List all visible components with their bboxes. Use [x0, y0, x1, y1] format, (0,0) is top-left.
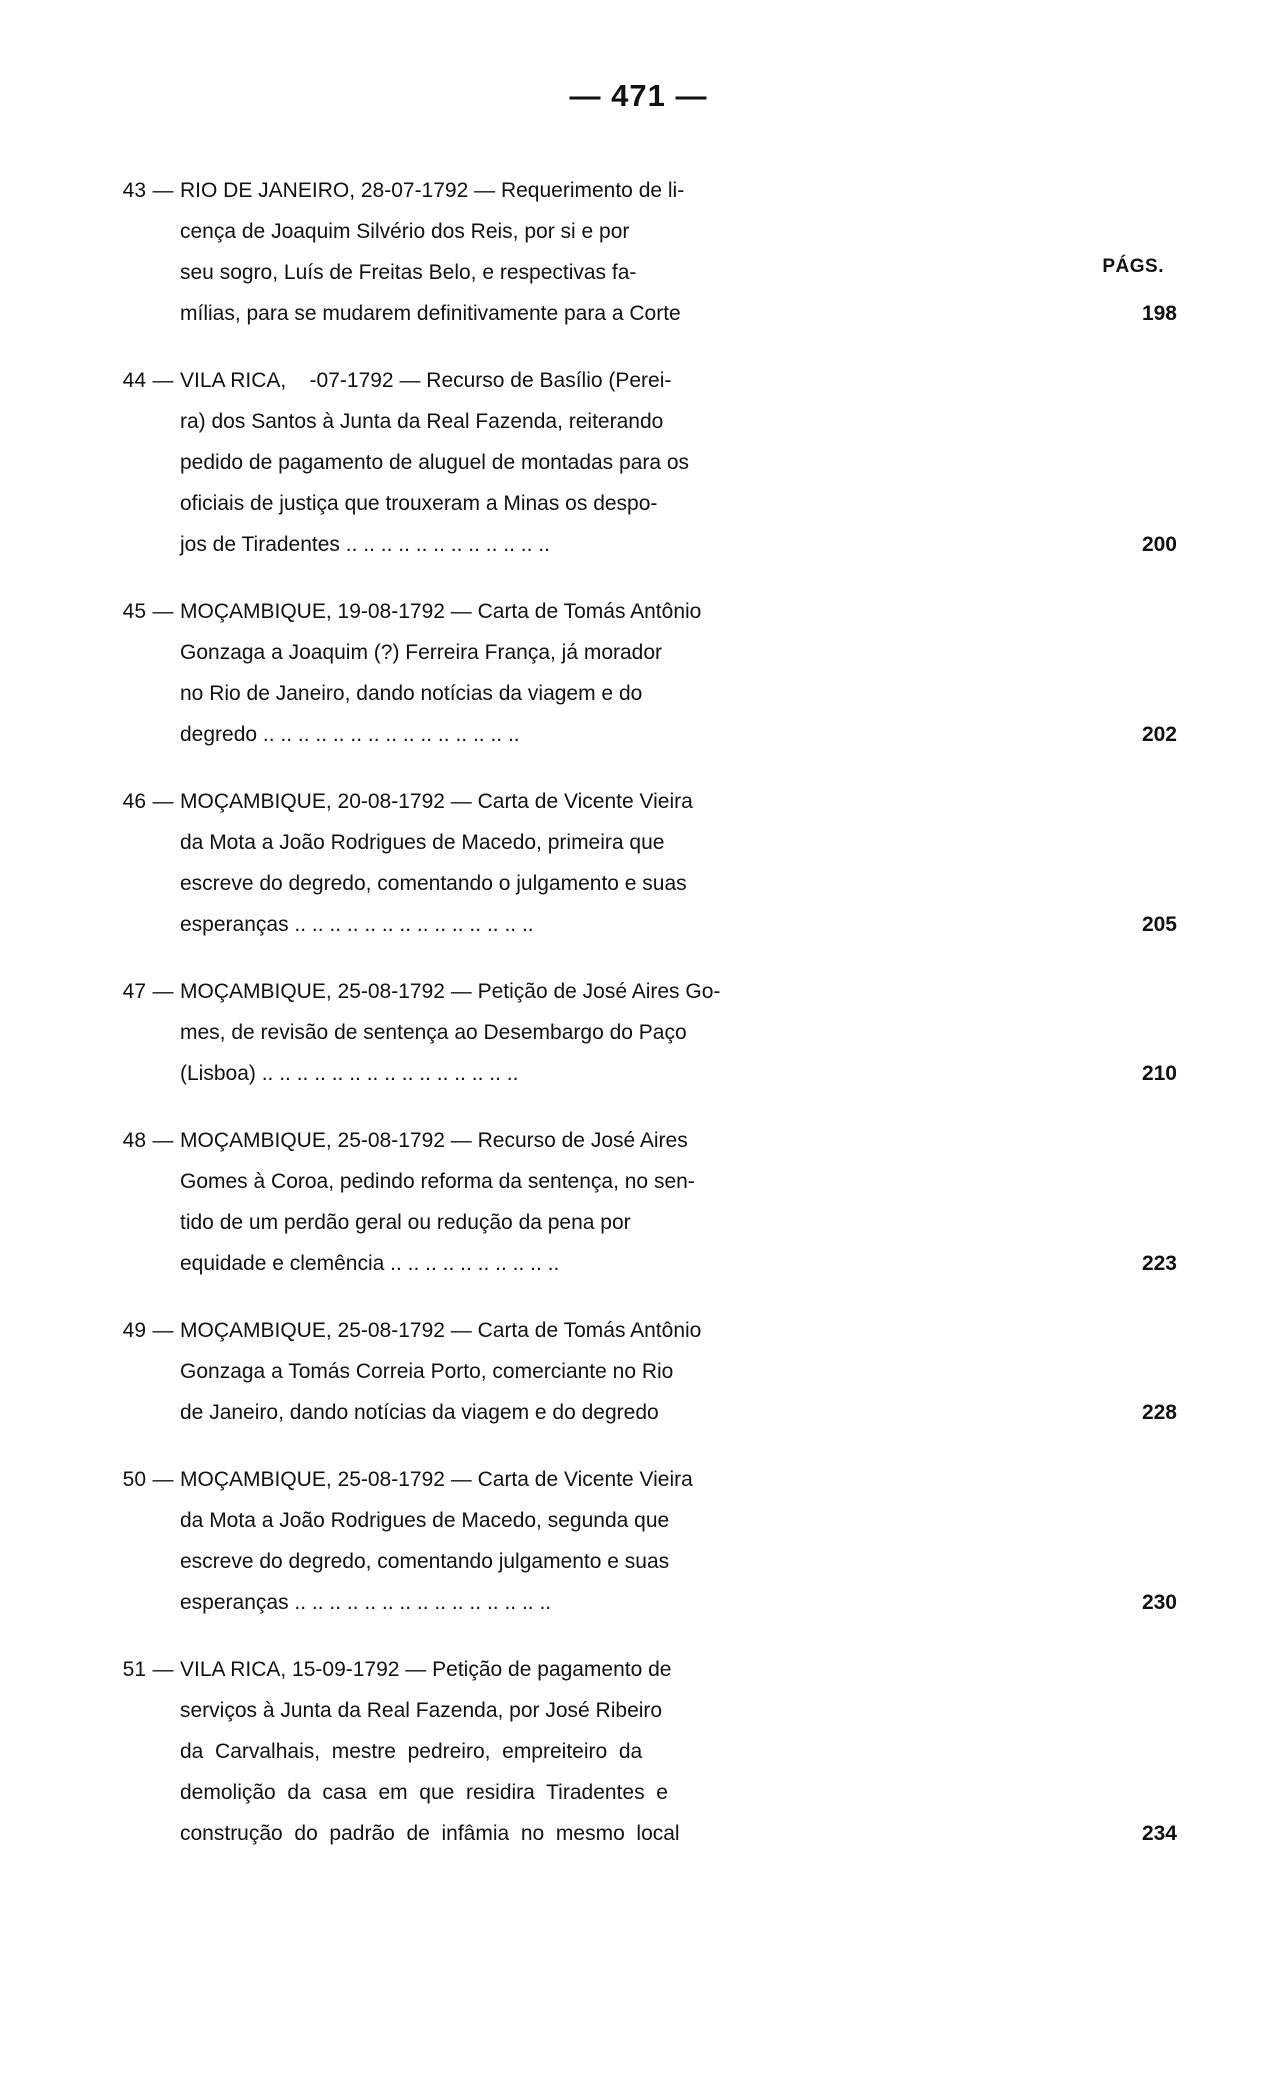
entry-dash: — — [152, 369, 174, 392]
entry-line: pedido de pagamento de aluguel de montadas para os — [180, 451, 690, 474]
toc-entry — [104, 591, 1177, 755]
entry-line: VILA RICA, -07-1792 — Recurso de Basílio (Perei- — [180, 369, 672, 392]
entry-number: 46 — [122, 790, 146, 813]
entry-line: Gonzaga a Tomás Correia Porto, comerciante no Rio — [180, 1360, 674, 1383]
entry-number: 43 — [122, 179, 146, 202]
entry-line: Gomes à Coroa, pedindo reforma da sentença, no sen- — [180, 1170, 695, 1193]
entry-dash: — — [152, 1468, 174, 1491]
entry-dash: — — [152, 179, 174, 202]
entry-page-number: 198 — [1141, 302, 1177, 325]
entry-dash: — — [152, 1658, 174, 1681]
entry-line: demolição da casa em que residira Tiradentes e — [180, 1781, 668, 1804]
entry-line: MOÇAMBIQUE, 19-08-1792 — Carta de Tomás Antônio — [180, 600, 702, 623]
entry-page-number: 202 — [1141, 723, 1177, 746]
entry-page-number: 234 — [1141, 1822, 1177, 1845]
entry-number: 47 — [122, 980, 146, 1003]
entry-dash: — — [152, 1129, 174, 1152]
toc-entry — [104, 1459, 1177, 1623]
entry-line: escreve do degredo, comentando julgamento e suas — [180, 1550, 670, 1573]
entry-line: construção do padrão de infâmia no mesmo local — [180, 1822, 680, 1845]
toc-entry — [104, 781, 1177, 945]
toc-entry — [104, 971, 1177, 1094]
toc-entry — [104, 1649, 1177, 1854]
entry-page-number: 205 — [1141, 913, 1177, 936]
entry-page-number: 200 — [1141, 533, 1177, 556]
entry-line: escreve do degredo, comentando o julgamento e suas — [180, 872, 687, 895]
entry-line: oficiais de justiça que trouxeram a Minas os despo- — [180, 492, 658, 515]
entry-dash: — — [152, 600, 174, 623]
entry-line: MOÇAMBIQUE, 20-08-1792 — Carta de Vicente Vieira — [180, 790, 693, 813]
entry-page-number: 210 — [1141, 1062, 1177, 1085]
entry-line: VILA RICA, 15-09-1792 — Petição de pagamento de — [180, 1658, 672, 1681]
entry-line: equidade e clemência .. .. .. .. .. .. .. .. .. .. — [180, 1252, 560, 1275]
entry-text — [180, 591, 1099, 755]
entry-dash: — — [152, 980, 174, 1003]
entry-line: de Janeiro, dando notícias da viagem e do degredo — [180, 1401, 659, 1424]
entry-line: MOÇAMBIQUE, 25-08-1792 — Petição de José Aires Go- — [180, 980, 721, 1003]
entry-page-number: 228 — [1141, 1401, 1177, 1424]
entry-line: degredo .. .. .. .. .. .. .. .. .. .. .. .. .. .. .. — [180, 723, 520, 746]
toc-entry — [104, 1310, 1177, 1433]
entry-line: MOÇAMBIQUE, 25-08-1792 — Carta de Vicente Vieira — [180, 1468, 693, 1491]
entry-line: MOÇAMBIQUE, 25-08-1792 — Carta de Tomás Antônio — [180, 1319, 702, 1342]
entry-line: da Carvalhais, mestre pedreiro, empreiteiro da — [180, 1740, 643, 1763]
entry-text — [180, 360, 1099, 565]
entry-text — [180, 170, 1099, 334]
entry-text — [180, 1459, 1099, 1623]
entry-line: serviços à Junta da Real Fazenda, por José Ribeiro — [180, 1699, 663, 1722]
entry-line: (Lisboa) .. .. .. .. .. .. .. .. .. .. .. .. .. .. .. — [180, 1062, 519, 1085]
entry-line: mílias, para se mudarem definitivamente para a Corte — [180, 302, 681, 325]
entry-number: 50 — [122, 1468, 146, 1491]
entry-line: cença de Joaquim Silvério dos Reis, por si e por — [180, 220, 630, 243]
entry-number: 45 — [122, 600, 146, 623]
entry-dash: — — [152, 790, 174, 813]
entry-line: jos de Tiradentes .. .. .. .. .. .. .. .. .. .. .. .. — [180, 533, 550, 556]
toc-entry — [104, 170, 1177, 334]
toc-entry — [104, 360, 1177, 565]
entry-line: Gonzaga a Joaquim (?) Ferreira França, já morador — [180, 641, 663, 664]
entry-dash: — — [152, 1319, 174, 1342]
entry-line: tido de um perdão geral ou redução da pena por — [180, 1211, 631, 1234]
entry-line: RIO DE JANEIRO, 28-07-1792 — Requerimento de li- — [180, 179, 685, 202]
entry-text — [180, 1649, 1099, 1854]
entry-line: MOÇAMBIQUE, 25-08-1792 — Recurso de José Aires — [180, 1129, 688, 1152]
entry-text — [180, 781, 1099, 945]
entry-line: da Mota a João Rodrigues de Macedo, primeira que — [180, 831, 665, 854]
entry-line: da Mota a João Rodrigues de Macedo, segunda que — [180, 1509, 670, 1532]
toc-entry — [104, 1120, 1177, 1284]
entry-number: 44 — [122, 369, 146, 392]
entry-text — [180, 1310, 1099, 1433]
entry-page-number: 230 — [1141, 1591, 1177, 1614]
pages-column-header: PÁGS. — [1102, 256, 1164, 277]
entry-number: 48 — [122, 1129, 146, 1152]
entry-line: seu sogro, Luís de Freitas Belo, e respectivas fa- — [180, 261, 637, 284]
entry-number: 49 — [122, 1319, 146, 1342]
entry-text — [180, 971, 1099, 1094]
document-page — [0, 78, 1277, 2078]
entry-line: esperanças .. .. .. .. .. .. .. .. .. .. .. .. .. .. .. — [180, 1591, 552, 1614]
page-number: — 471 — — [569, 78, 708, 113]
entry-line: no Rio de Janeiro, dando notícias da viagem e do — [180, 682, 643, 705]
entry-page-number: 223 — [1141, 1252, 1177, 1275]
entry-number: 51 — [122, 1658, 146, 1681]
entry-line: mes, de revisão de sentença ao Desembargo do Paço — [180, 1021, 687, 1044]
table-of-contents — [0, 170, 1277, 1854]
entry-line: ra) dos Santos à Junta da Real Fazenda, reiterando — [180, 410, 664, 433]
entry-line: esperanças .. .. .. .. .. .. .. .. .. .. .. .. .. .. — [180, 913, 534, 936]
entry-text — [180, 1120, 1099, 1284]
